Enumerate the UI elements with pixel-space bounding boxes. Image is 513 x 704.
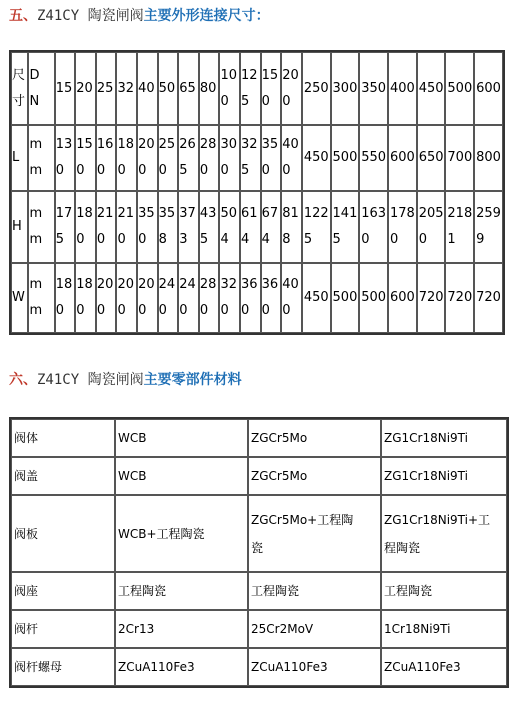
material-cell — [248, 495, 381, 572]
dims-cell — [199, 52, 220, 125]
cell-line: WCB — [118, 431, 147, 445]
cell-line: 0 — [282, 303, 291, 318]
cell-line: 600 — [389, 150, 415, 165]
dims-cell — [281, 52, 302, 125]
cell-line: 阀板 — [14, 526, 39, 541]
dims-cell — [281, 263, 302, 333]
dims-cell — [359, 52, 388, 125]
dims-cell — [178, 52, 199, 125]
materials-row — [11, 610, 507, 648]
dims-cell — [219, 125, 240, 191]
cell-line: 720 — [418, 290, 444, 305]
cell-line: 5 — [241, 93, 250, 109]
material-cell — [115, 610, 248, 648]
materials-row — [11, 419, 507, 457]
material-cell — [115, 419, 248, 457]
cell-line: 218 — [447, 206, 473, 221]
cell-line: 8 — [282, 232, 291, 247]
cell-line: 122 — [303, 206, 329, 221]
cell-line: 20 — [96, 277, 114, 292]
cell-line: 163 — [361, 206, 387, 221]
row-unit — [28, 52, 54, 125]
cell-line: 1 — [447, 232, 456, 247]
cell-line: ZCuA110Fe3 — [118, 660, 195, 674]
cell-line: 25Cr2MoV — [251, 622, 314, 636]
cell-line: 0 — [76, 232, 85, 247]
dims-cell — [137, 125, 158, 191]
cell-line: 32 — [241, 137, 258, 152]
cell-line: 18 — [55, 277, 73, 292]
cell-line: 35 — [158, 206, 176, 221]
cell-line: 26 — [179, 137, 196, 152]
cell-line: H — [12, 219, 22, 234]
cell-line: 15 — [76, 137, 93, 152]
cell-line: 0 — [117, 232, 126, 247]
dims-cell — [158, 125, 179, 191]
cell-line: 5 — [199, 232, 209, 247]
cell-line: 0 — [55, 163, 64, 178]
cell-line: 0 — [199, 163, 209, 178]
cell-line: 32 — [220, 277, 237, 292]
cell-line: 43 — [199, 206, 217, 221]
cell-line: 15 — [55, 80, 73, 96]
cell-line: m — [29, 163, 43, 178]
cell-line: 40 — [138, 80, 155, 96]
dims-cell — [331, 52, 360, 125]
cell-line: WCB+工程陶瓷 — [118, 526, 205, 541]
cell-line: 20 — [138, 277, 155, 292]
cell-line: 12 — [241, 67, 258, 83]
dims-cell — [302, 125, 331, 191]
cell-line: 36 — [261, 277, 279, 292]
cell-line: 0 — [96, 163, 106, 178]
cell-line: 24 — [158, 277, 176, 292]
dims-cell — [240, 191, 261, 263]
materials-table — [9, 417, 509, 688]
dims-cell — [240, 125, 261, 191]
cell-line: 0 — [138, 303, 147, 318]
cell-line: 21 — [96, 206, 114, 221]
dimensions-table — [9, 50, 505, 335]
cell-line: ZGCr5Mo — [251, 469, 308, 483]
cell-line: ZG1Cr18Ni9Ti+工 — [384, 512, 491, 527]
dims-cell — [75, 263, 96, 333]
cell-line: 15 — [261, 67, 279, 83]
cell-line: 5 — [241, 163, 250, 178]
section-6-model: Z41CY — [37, 372, 80, 388]
cell-line: 20 — [282, 67, 299, 83]
cell-line: ZG1Cr18Ni9Ti — [384, 469, 468, 483]
cell-line: 8 — [158, 232, 167, 247]
dims-cell — [474, 191, 503, 263]
cell-line: m — [29, 232, 43, 247]
cell-line: 35 — [261, 137, 279, 152]
cell-line: 工程陶瓷 — [118, 584, 167, 598]
cell-line: ZCuA110Fe3 — [384, 660, 461, 674]
cell-line: 25 — [158, 137, 176, 152]
cell-line: 500 — [361, 290, 387, 305]
cell-line: 35 — [138, 206, 155, 221]
row-unit — [28, 191, 54, 263]
cell-line: 720 — [476, 290, 501, 305]
dims-cell — [219, 263, 240, 333]
cell-line: 0 — [418, 232, 427, 247]
materials-row — [11, 457, 507, 495]
cell-line: 250 — [303, 80, 329, 96]
dims-cell — [137, 52, 158, 125]
cell-line: 28 — [199, 277, 217, 292]
cell-line: 工程陶瓷 — [384, 584, 433, 598]
cell-line: m — [29, 277, 43, 292]
dims-cell — [116, 52, 137, 125]
cell-line: 37 — [179, 206, 196, 221]
dims-cell — [388, 125, 417, 191]
dims-cell — [116, 191, 137, 263]
materials-row — [11, 572, 507, 610]
dims-cell — [178, 125, 199, 191]
cell-line: 0 — [55, 303, 64, 318]
cell-line: 13 — [55, 137, 73, 152]
dims-cell — [219, 191, 240, 263]
dims-cell — [359, 263, 388, 333]
cell-line: 10 — [220, 67, 237, 83]
dims-cell — [158, 52, 179, 125]
cell-line: 0 — [220, 93, 229, 109]
material-cell — [381, 419, 507, 457]
cell-line: WCB — [118, 469, 147, 483]
dims-cell — [474, 52, 503, 125]
cell-line: 20 — [138, 137, 155, 152]
cell-line: 0 — [261, 163, 270, 178]
dims-cell — [96, 125, 117, 191]
dims-cell — [240, 263, 261, 333]
material-cell — [381, 495, 507, 572]
cell-line: 4 — [220, 232, 229, 247]
cell-line: 阀杆 — [14, 622, 39, 636]
dims-cell — [445, 191, 474, 263]
cell-line: 0 — [158, 163, 167, 178]
dims-cell — [445, 52, 474, 125]
cell-line: 17 — [55, 206, 73, 221]
dims-cell — [261, 263, 282, 333]
cell-line: 0 — [261, 93, 270, 109]
cell-line: 28 — [199, 137, 217, 152]
dims-cell — [96, 191, 117, 263]
row-label — [11, 263, 28, 333]
dims-cell — [359, 125, 388, 191]
cell-line: 550 — [361, 150, 387, 165]
cell-line: 65 — [179, 80, 196, 96]
cell-line: 32 — [117, 80, 135, 96]
dims-cell — [116, 263, 137, 333]
cell-line: 40 — [282, 277, 299, 292]
cell-line: 350 — [361, 80, 387, 96]
cell-line: 500 — [332, 290, 358, 305]
cell-line: 0 — [220, 163, 229, 178]
cell-line: 0 — [282, 93, 291, 109]
cell-line: 阀座 — [14, 584, 39, 598]
dims-cell — [302, 191, 331, 263]
cell-line: 205 — [418, 206, 444, 221]
dims-cell — [261, 52, 282, 125]
dims-row-h — [11, 191, 503, 263]
cell-line: 18 — [117, 137, 135, 152]
dims-row-l — [11, 125, 503, 191]
cell-line: 4 — [261, 232, 270, 247]
cell-line: L — [12, 150, 20, 165]
dims-cell — [445, 263, 474, 333]
cell-line: 141 — [332, 206, 358, 221]
part-name-cell — [11, 648, 115, 686]
dims-cell — [417, 52, 446, 125]
cell-line: 61 — [241, 206, 258, 221]
material-cell — [115, 495, 248, 572]
cell-line: m — [29, 206, 43, 221]
cell-line: 650 — [418, 150, 444, 165]
cell-line: 程陶瓷 — [384, 540, 421, 555]
cell-line: 400 — [389, 80, 415, 96]
dims-cell — [388, 191, 417, 263]
cell-line: 5 — [332, 232, 341, 247]
cell-line: 30 — [220, 137, 237, 152]
cell-line: 9 — [476, 232, 485, 247]
cell-line: 0 — [241, 303, 250, 318]
cell-line: 5 — [303, 232, 313, 247]
part-name-cell — [11, 457, 115, 495]
material-cell — [248, 610, 381, 648]
dims-cell — [331, 125, 360, 191]
section-6-heading — [9, 368, 242, 392]
dims-cell — [302, 52, 331, 125]
material-cell — [248, 457, 381, 495]
dims-cell — [137, 191, 158, 263]
cell-line: 0 — [76, 163, 85, 178]
cell-line: 20 — [76, 80, 93, 96]
cell-line: 5 — [179, 163, 188, 178]
cell-line: 0 — [138, 163, 147, 178]
dims-cell — [199, 191, 220, 263]
cell-line: 0 — [220, 303, 229, 318]
cell-line: 67 — [261, 206, 279, 221]
dims-cell — [55, 125, 76, 191]
dims-cell — [474, 125, 503, 191]
dims-cell — [331, 263, 360, 333]
dims-cell — [96, 263, 117, 333]
cell-line: 0 — [199, 303, 209, 318]
cell-line: 0 — [138, 232, 147, 247]
dims-cell — [240, 52, 261, 125]
section-5-model: Z41CY — [37, 8, 80, 24]
dims-cell — [261, 191, 282, 263]
section-5-title: 主要外形连接尺寸： — [143, 8, 270, 24]
cell-line: m — [29, 137, 43, 152]
cell-line: 600 — [476, 80, 501, 96]
cell-line: 4 — [241, 232, 250, 247]
dims-cell — [96, 52, 117, 125]
material-cell — [248, 572, 381, 610]
cell-line: 700 — [447, 150, 473, 165]
cell-line: 0 — [282, 163, 291, 178]
cell-line: 0 — [361, 232, 370, 247]
cell-line: m — [29, 303, 43, 318]
cell-line: 阀杆螺母 — [14, 660, 63, 674]
section-6-number: 六、 — [9, 372, 37, 388]
dims-cell — [281, 191, 302, 263]
cell-line: 瓷 — [251, 540, 264, 555]
dims-cell — [281, 125, 302, 191]
dims-cell — [219, 52, 240, 125]
cell-line: 81 — [282, 206, 299, 221]
cell-line: 0 — [117, 303, 126, 318]
cell-line: 450 — [418, 80, 444, 96]
dims-row-dn — [11, 52, 503, 125]
row-label — [11, 125, 28, 191]
cell-line: ZGCr5Mo+工程陶 — [251, 512, 354, 527]
dims-cell — [158, 191, 179, 263]
row-label — [11, 191, 28, 263]
material-cell — [248, 648, 381, 686]
dims-cell — [75, 191, 96, 263]
material-cell — [115, 572, 248, 610]
material-cell — [381, 648, 507, 686]
section-6-title: 主要零部件材料 — [143, 372, 242, 388]
material-cell — [381, 457, 507, 495]
cell-line: ZG1Cr18Ni9Ti — [384, 431, 468, 445]
dims-cell — [388, 52, 417, 125]
cell-line: W — [12, 290, 25, 305]
dims-cell — [474, 263, 503, 333]
cell-line: 720 — [447, 290, 473, 305]
cell-line: 800 — [476, 150, 501, 165]
dims-cell — [55, 263, 76, 333]
cell-line: 16 — [96, 137, 114, 152]
section-5-product: 陶瓷闸阀 — [79, 8, 144, 24]
cell-line: 尺 — [12, 67, 26, 83]
cell-line: ZGCr5Mo — [251, 431, 308, 445]
dims-cell — [75, 52, 96, 125]
cell-line: 2Cr13 — [118, 622, 155, 636]
cell-line: 20 — [117, 277, 135, 292]
cell-line: 寸 — [12, 93, 26, 109]
cell-line: 0 — [389, 232, 399, 247]
dims-cell — [331, 191, 360, 263]
cell-line: D — [29, 67, 40, 83]
row-label — [11, 52, 28, 125]
dims-row-w — [11, 263, 503, 333]
cell-line: 0 — [179, 303, 188, 318]
material-cell — [248, 419, 381, 457]
dims-cell — [158, 263, 179, 333]
material-cell — [115, 457, 248, 495]
cell-line: 0 — [96, 303, 106, 318]
cell-line: ZCuA110Fe3 — [251, 660, 328, 674]
dims-cell — [75, 125, 96, 191]
dims-cell — [417, 125, 446, 191]
cell-line: 阀盖 — [14, 469, 39, 483]
cell-line: N — [29, 93, 40, 109]
dims-cell — [178, 191, 199, 263]
cell-line: 24 — [179, 277, 196, 292]
material-cell — [381, 610, 507, 648]
section-5-heading — [9, 4, 270, 28]
part-name-cell — [11, 419, 115, 457]
dims-cell — [178, 263, 199, 333]
cell-line: 0 — [158, 303, 167, 318]
cell-line: 36 — [241, 277, 258, 292]
dims-cell — [55, 52, 76, 125]
cell-line: 0 — [76, 303, 85, 318]
dims-cell — [417, 263, 446, 333]
cell-line: 工程陶瓷 — [251, 584, 300, 598]
dims-cell — [261, 125, 282, 191]
dims-cell — [417, 191, 446, 263]
cell-line: 50 — [158, 80, 176, 96]
dims-cell — [359, 191, 388, 263]
cell-line: 阀体 — [14, 431, 39, 445]
row-unit — [28, 125, 54, 191]
dims-cell — [445, 125, 474, 191]
cell-line: 5 — [55, 232, 64, 247]
part-name-cell — [11, 572, 115, 610]
cell-line: 40 — [282, 137, 299, 152]
section-6-product: 陶瓷闸阀 — [79, 372, 144, 388]
cell-line: 178 — [389, 206, 415, 221]
cell-line: 0 — [96, 232, 106, 247]
cell-line: 450 — [303, 150, 329, 165]
dims-cell — [137, 263, 158, 333]
cell-line: 300 — [332, 80, 358, 96]
materials-row — [11, 495, 507, 572]
part-name-cell — [11, 495, 115, 572]
cell-line: 600 — [389, 290, 415, 305]
dims-cell — [199, 125, 220, 191]
section-5-number: 五、 — [9, 8, 37, 24]
cell-line: 259 — [476, 206, 501, 221]
dims-cell — [199, 263, 220, 333]
cell-line: 450 — [303, 290, 329, 305]
cell-line: 50 — [220, 206, 237, 221]
row-unit — [28, 263, 54, 333]
cell-line: 0 — [261, 303, 270, 318]
cell-line: 21 — [117, 206, 135, 221]
cell-line: 1Cr18Ni9Ti — [384, 622, 451, 636]
dims-cell — [388, 263, 417, 333]
materials-row — [11, 648, 507, 686]
dims-cell — [302, 263, 331, 333]
part-name-cell — [11, 610, 115, 648]
cell-line: 18 — [76, 277, 93, 292]
material-cell — [115, 648, 248, 686]
cell-line: 0 — [117, 163, 126, 178]
dims-cell — [55, 191, 76, 263]
cell-line: 500 — [332, 150, 358, 165]
cell-line: 500 — [447, 80, 473, 96]
cell-line: 80 — [199, 80, 217, 96]
cell-line: 25 — [96, 80, 114, 96]
material-cell — [381, 572, 507, 610]
cell-line: 3 — [179, 232, 188, 247]
cell-line: 18 — [76, 206, 93, 221]
dims-cell — [116, 125, 137, 191]
